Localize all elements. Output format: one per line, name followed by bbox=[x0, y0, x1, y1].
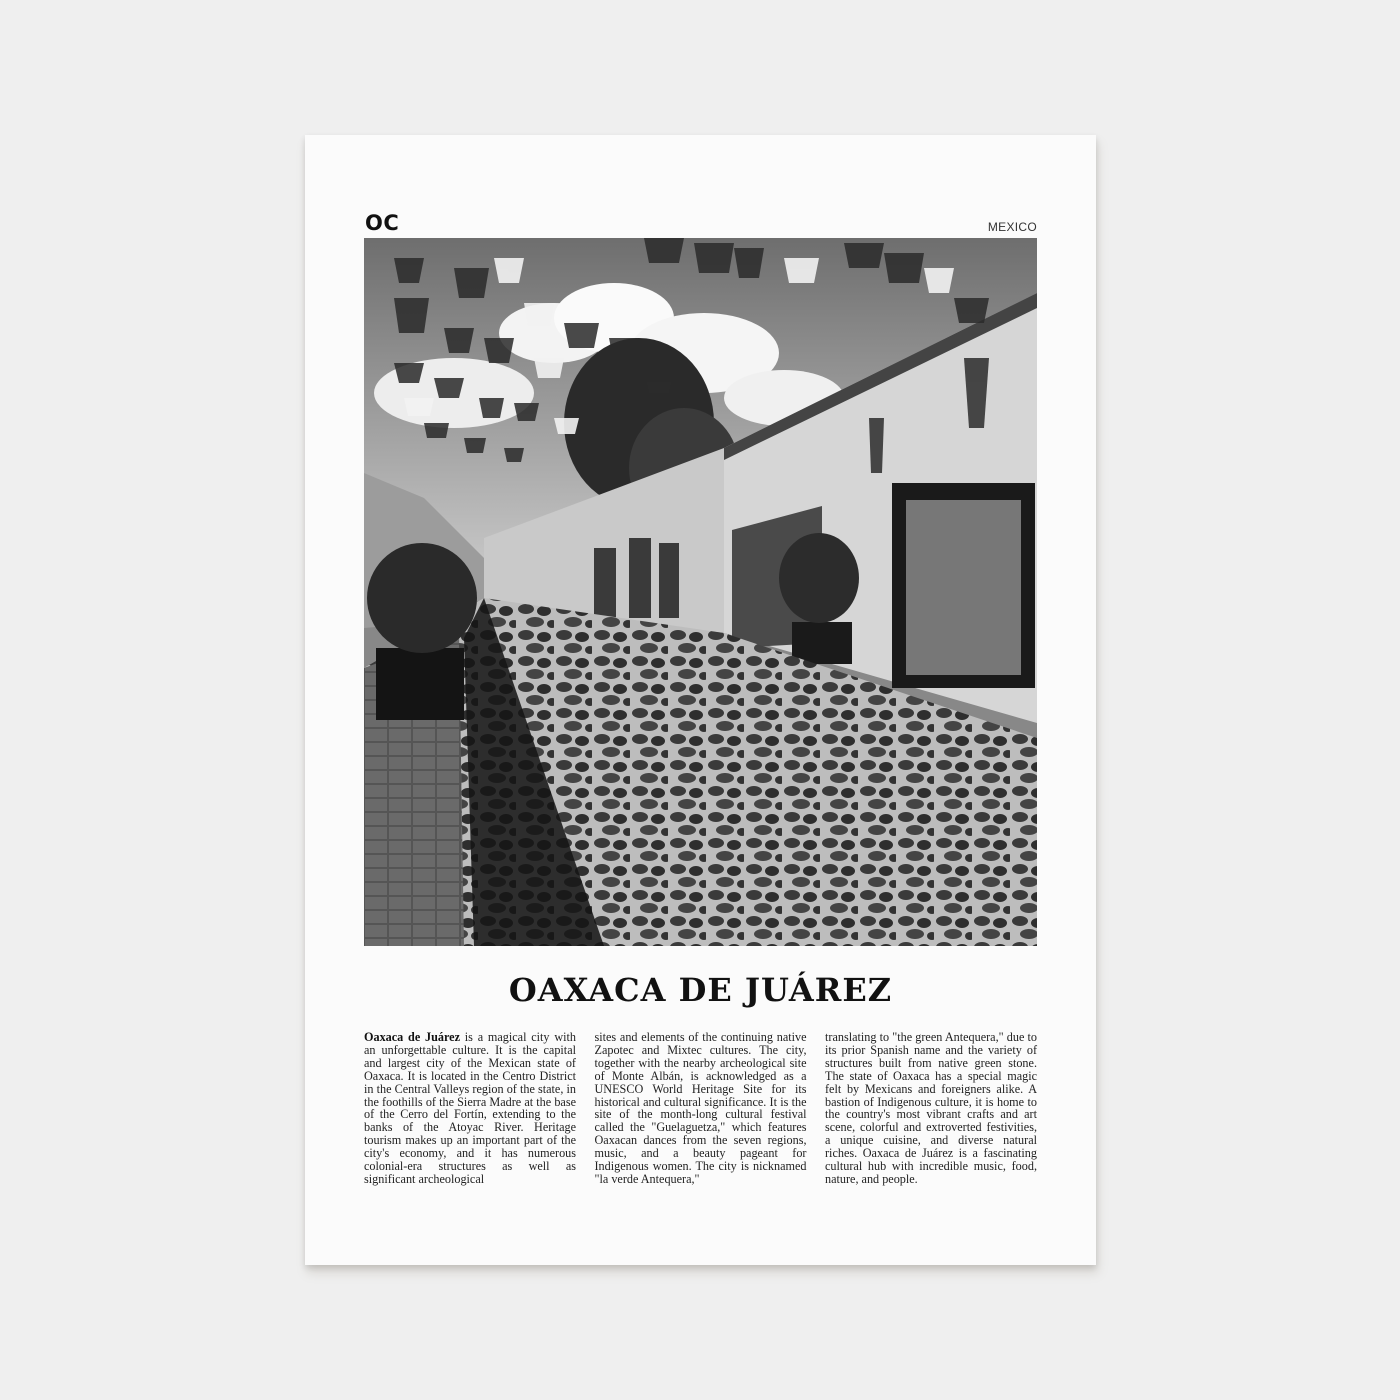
description-column-2: sites and elements of the continuing native Zapotec and Mixtec cultures. The city, together with the nearby archeological site of Monte Albán, is acknowledged as a UNESCO World Heritage Site for its historical and cultural significance. It is the site of the month-long cultural festival called the "Guelaguetza," which features Oaxacan dances from the seven regions, music, and a beauty pageant for Indigenous women. The city is nicknamed "la verde Antequera," bbox=[594, 1030, 807, 1186]
street-photo bbox=[364, 238, 1037, 946]
description-column-1-text: is a magical city with an unforgettable culture. It is the capital and largest city of the Mexican state of Oaxaca. It is located in the Centro District in the Central Valleys region of the state, in the foothills of the Sierra Madre at the base of the Cerro del Fortín, extending to the banks of the Atoyac River. Heritage tourism makes up an important part of the city's economy, and it has numerous colonial-era structures as well as significant archeological bbox=[364, 1030, 576, 1186]
description-lead: Oaxaca de Juárez bbox=[364, 1030, 460, 1044]
street-photo-image bbox=[364, 238, 1037, 946]
city-title: OAXACA DE JUÁREZ bbox=[508, 971, 893, 1009]
country-label: MEXICO bbox=[987, 220, 1037, 234]
description bbox=[364, 1031, 1037, 1186]
description-column-1 bbox=[364, 1031, 576, 1186]
city-code: OC bbox=[365, 211, 400, 235]
poster bbox=[305, 135, 1096, 1265]
description-column-3: translating to "the green Antequera," due to its prior Spanish name and the variety of structures built from native green stone. The state of Oaxaca has a special magic felt by Mexicans and foreigners alike. A bastion of Indigenous culture, it is home to the country's most vibrant crafts and art scene, colorful and extroverted festivities, a unique cuisine, and diverse natural riches. Oaxaca de Juárez is a fascinating cultural hub with incredible music, food, nature, and people. bbox=[825, 1030, 1037, 1186]
